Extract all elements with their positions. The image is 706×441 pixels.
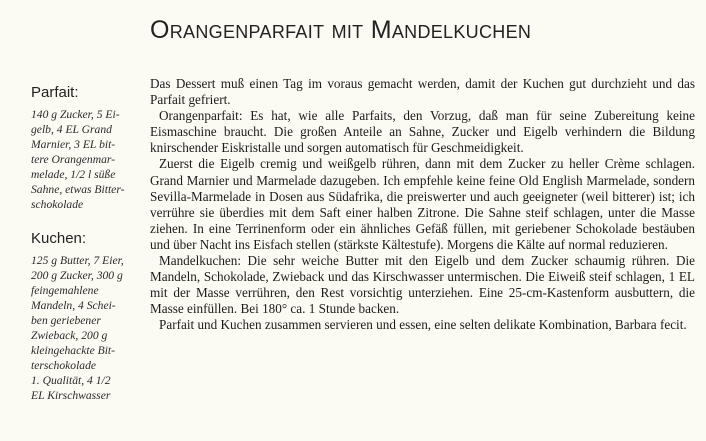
preparation-paragraph: Zuerst die Eigelb cremig und weißgelb rühren, dann mit dem Zucker zu heller Crème schlagen. Grand Marnier und Marmelade dazugeben. Ich empfehle keine feine Old English Marmelade, sondern Sevilla-Marmelade in Dosen aus Südafrika, die preiswerter und auch geeigneter (weil bitterer) ist; ich verrühre sie überdies mit dem Saft einer halben Zitrone. Die Sahne steif schlagen, unter die Masse ziehen. In eine Terrinenform oder ein ähnliches Gefäß füllen, mit geriebener Schokolade bestäuben und über Nacht ins Eisfach stellen (stärkste Kältestufe). Morgens die Kälte auf normal reduzieren. <box>150 156 695 252</box>
kuchen-heading: Kuchen: <box>31 230 87 247</box>
orangenparfait-paragraph: Orangenparfait: Es hat, wie alle Parfaits, den Vorzug, daß man für seine Zubereitung keine Eismaschine braucht. Die großen Anteile an Sahne, Zucker und Eigelb verhindern die Bildung knirschender Eiskristalle und sorgen automatisch für Geschmeidigkeit. <box>150 108 695 156</box>
mandelkuchen-paragraph: Mandelkuchen: Die sehr weiche Butter mit den Eigelb und dem Zucker schaumig rühren. Die Mandeln, Schokolade, Zwieback und das Kirschwasser untermischen. Die Eiweiß steif schlagen, 1 EL mit der Masse verrühren, den Rest vorsichtig unterziehen. Eine 25-cm-Kastenform ausbuttern, die Masse einfüllen. Bei 180° ca. 1 Stunde backen. <box>150 253 695 317</box>
serving-paragraph: Parfait und Kuchen zusammen servieren und essen, eine selten delikate Kombination, Barbara fecit. <box>159 317 687 333</box>
parfait-heading: Parfait: <box>31 84 79 101</box>
parfait-ingredients: 140 g Zucker, 5 Ei- gelb, 4 EL Grand Marnier, 3 EL bit- tere Orangenmar- melade, 1/2 l süße Sahne, etwas Bitter- schokolade <box>31 108 125 211</box>
kuchen-ingredients: 125 g Butter, 7 Eier, 200 g Zucker, 300 g feingemahlene Mandeln, 4 Schei- ben geriebener Zwieback, 200 g kleingehackte Bit- terschokolade 1. Qualität, 4 1/2 EL Kirschwasser <box>31 254 124 402</box>
recipe-title: Orangenparfait mit Mandelkuchen <box>150 16 532 44</box>
recipe-body <box>150 76 695 334</box>
ingredients-sidebar <box>31 84 139 403</box>
intro-paragraph: Das Dessert muß einen Tag im voraus gemacht werden, damit der Kuchen gut durchzieht und das Parfait gefriert. <box>150 76 695 108</box>
